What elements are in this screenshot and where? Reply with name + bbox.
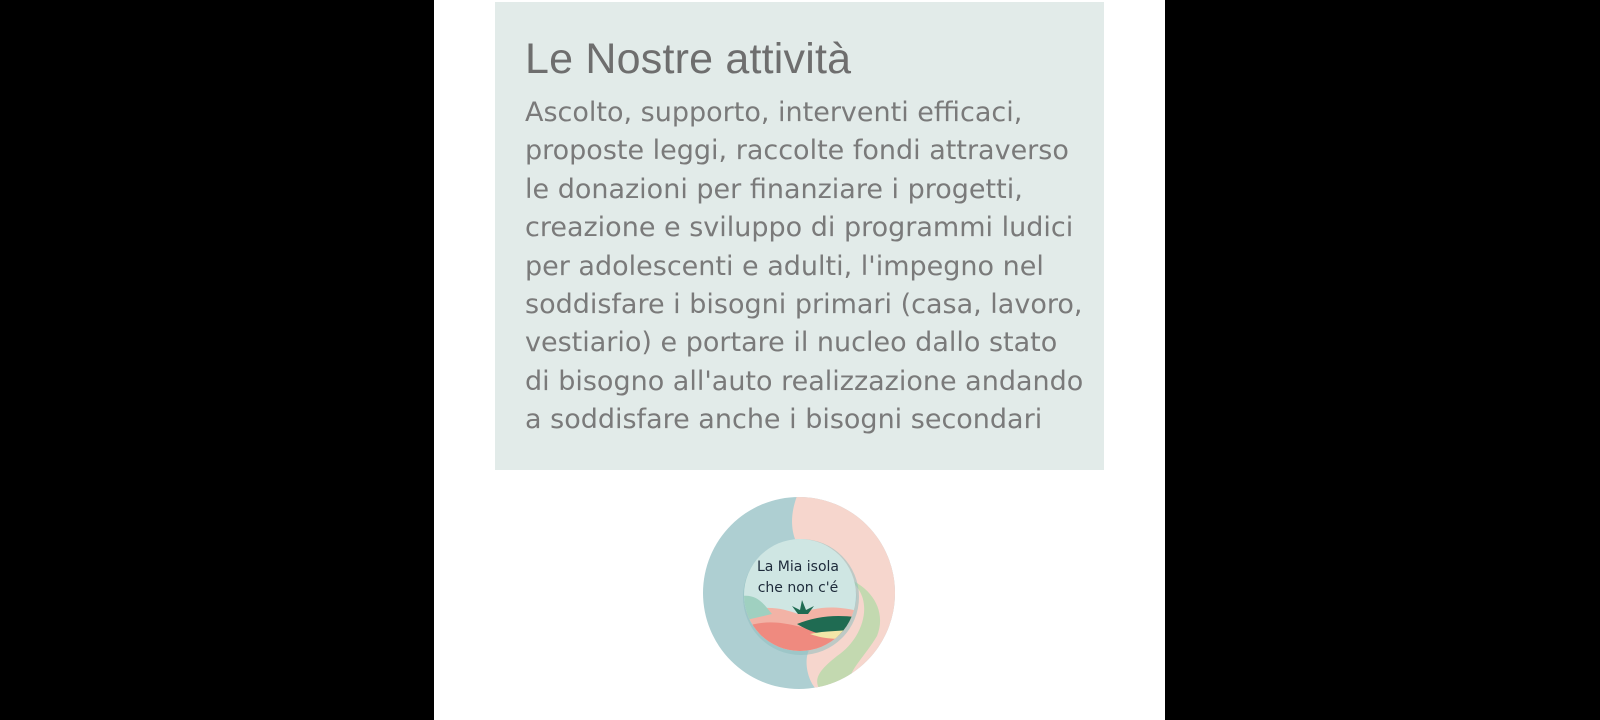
content-column — [434, 0, 1165, 720]
logo-line2: che non c'é — [757, 580, 839, 596]
section-title: Le Nostre attività — [525, 35, 852, 83]
section-description: Ascolto, supporto, interventi efficaci, proposte leggi, raccolte fondi attraverso le donazioni per finanziare i progetti, creazione e sviluppo di programmi ludici per adolescenti e adulti, l'impegno nel soddisfare i bisogni primari (casa, lavoro, vestiario) e portare il nucleo dallo stato di bisogno all'auto realizzazione andando a soddisfare anche i bisogni secondari — [525, 97, 1084, 436]
activities-card — [495, 2, 1104, 470]
logo-line1: La Mia isola — [756, 559, 840, 575]
island-logo — [702, 496, 896, 690]
island-landscape-logo-icon — [702, 496, 896, 690]
